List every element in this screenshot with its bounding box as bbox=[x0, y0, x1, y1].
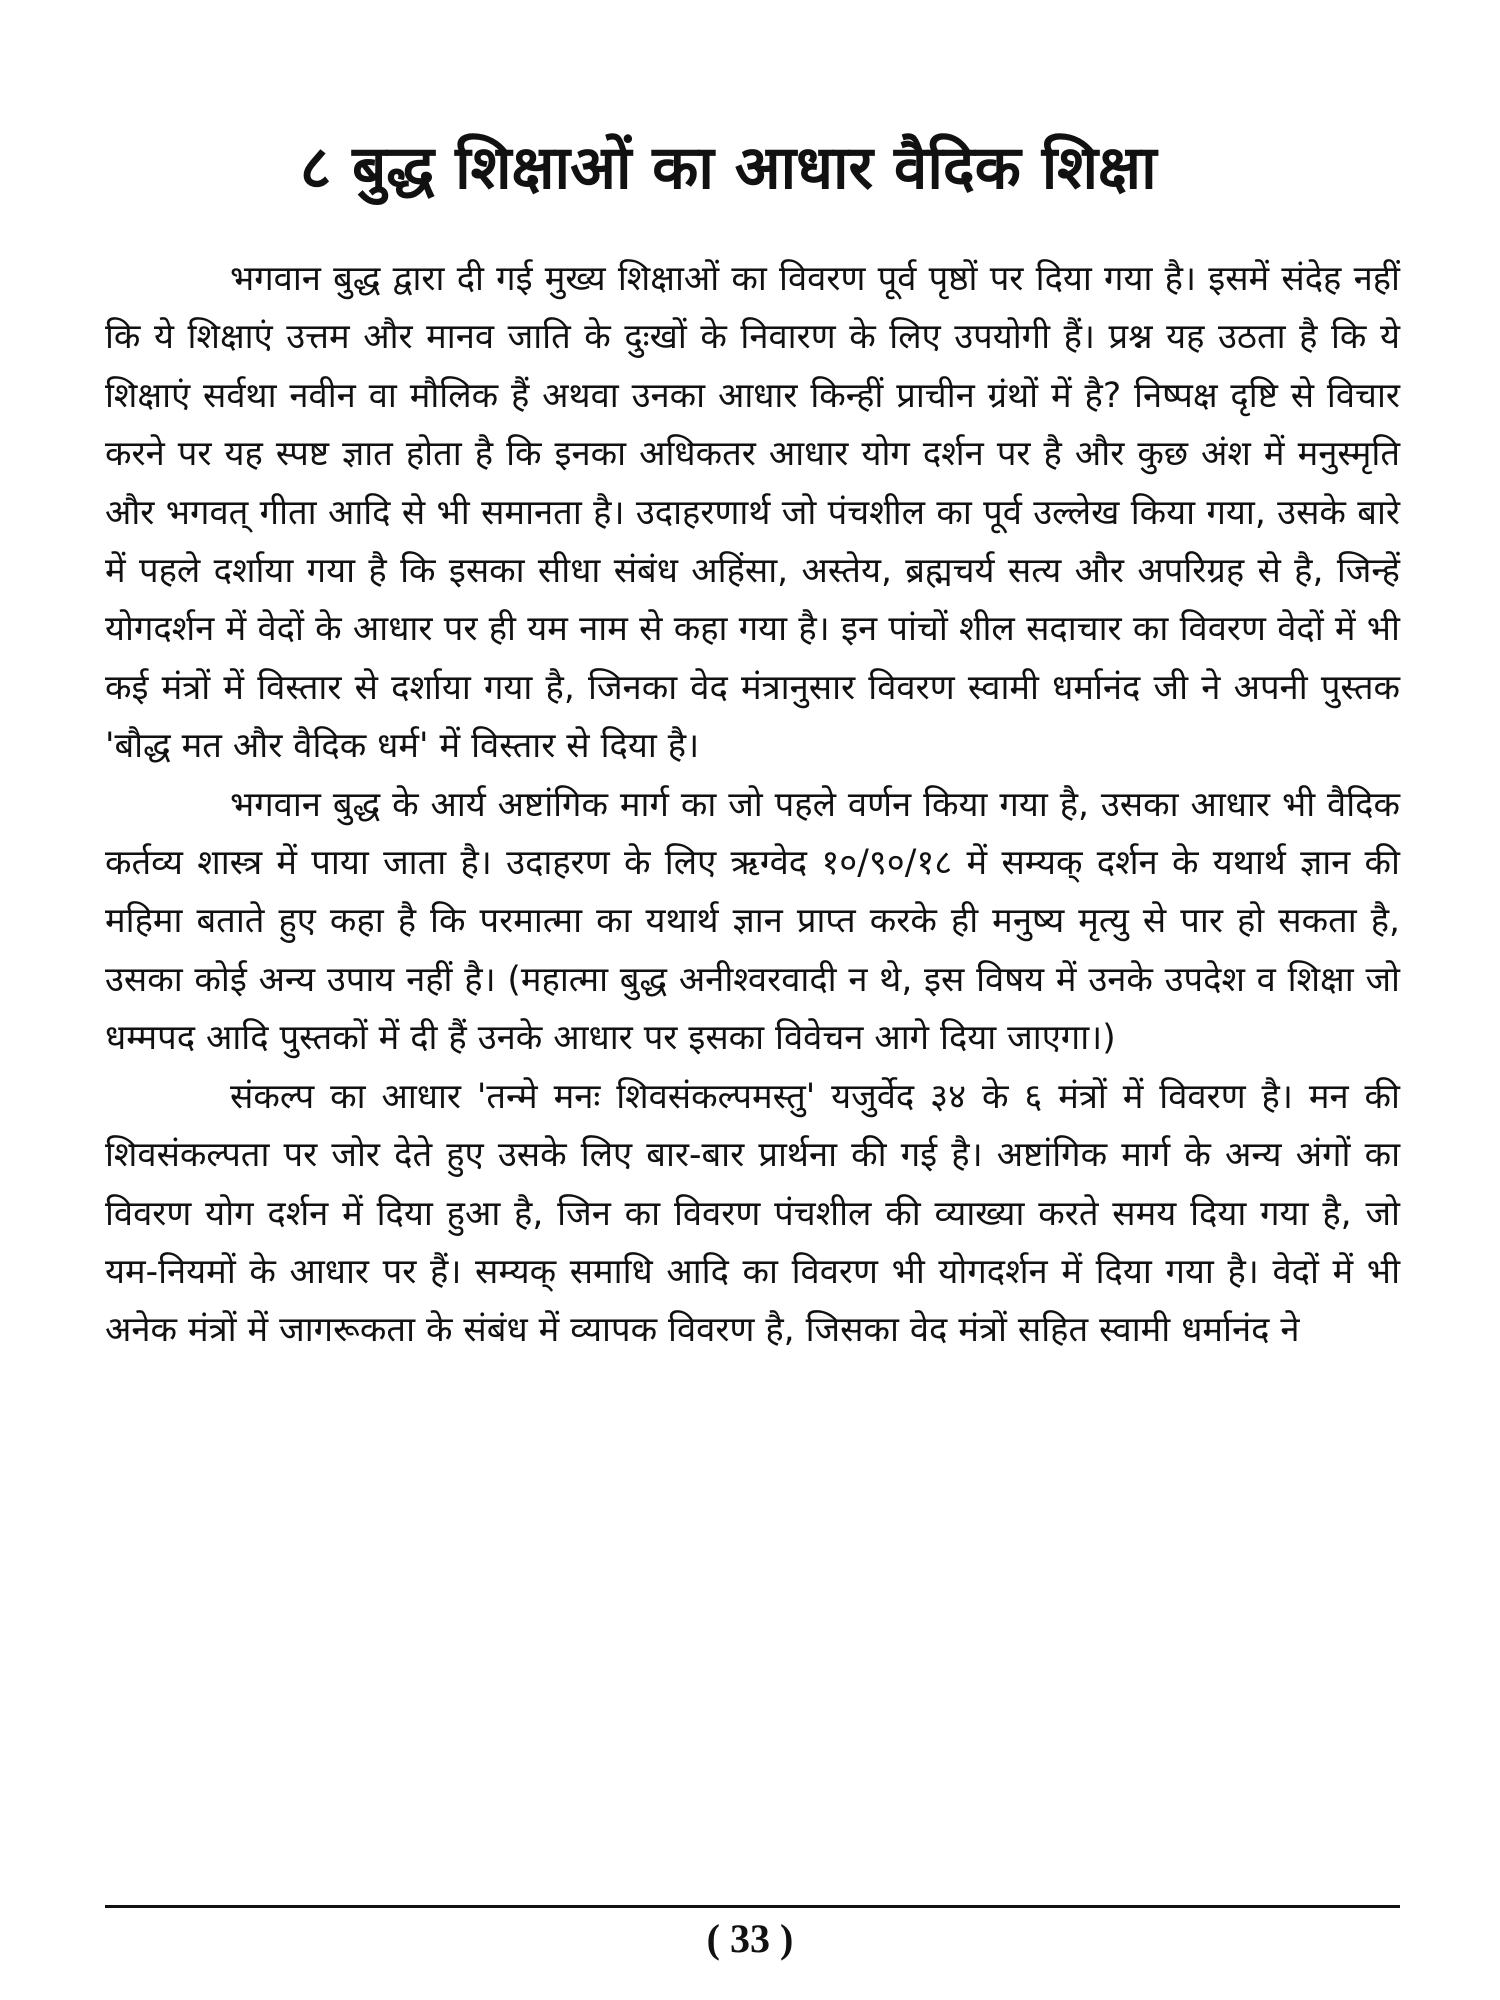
page-number: ( 33 ) bbox=[706, 1916, 794, 1961]
paragraph-3: संकल्प का आधार 'तन्मे मनः शिवसंकल्पमस्तु' यजुर्वेद ३४ के ६ मंत्रों में विवरण है। मन की शिवसंकल्पता पर जोर देते हुए उसके लिए बार-बार प्रार्थना की गई है। अष्टांगिक मार्ग के अन्य अंगों का विवरण योग दर्शन में दिया हुआ है, जिन का विवरण पंचशील की व्याख्या करते समय दिया गया है, जो यम-नियमों के आधार पर हैं। सम्यक् समाधि आदि का विवरण भी योगदर्शन में दिया गया है। वेदों में भी अनेक मंत्रों में जागरूकता के संबंध में व्यापक विवरण है, जिसका वेद मंत्रों सहित स्वामी धर्मानंद ने bbox=[105, 1076, 1400, 1351]
footer-rule bbox=[105, 1905, 1400, 1908]
page-body bbox=[105, 250, 1400, 1360]
chapter-heading: ८ बुद्ध शिक्षाओं का आधार वैदिक शिक्षा bbox=[300, 133, 1157, 203]
paragraph-2: भगवान बुद्ध के आर्य अष्टांगिक मार्ग का जो पहले वर्णन किया गया है, उसका आधार भी वैदिक कर्तव्य शास्त्र में पाया जाता है। उदाहरण के लिए ऋग्वेद १०/९०/१८ में सम्यक् दर्शन के यथार्थ ज्ञान की महिमा बताते हुए कहा है कि परमात्मा का यथार्थ ज्ञान प्राप्त करके ही मनुष्य मृत्यु से पार हो सकता है, उसका कोई अन्य उपाय नहीं है। (महात्मा बुद्ध अनीश्वरवादी न थे, इस विषय में उनके उपदेश व शिक्षा जो धम्मपद आदि पुस्तकों में दी हैं उनके आधार पर इसका विवेचन आगे दिया जाएगा।) bbox=[105, 784, 1400, 1059]
paragraph-1: भगवान बुद्ध द्वारा दी गई मुख्य शिक्षाओं का विवरण पूर्व पृष्ठों पर दिया गया है। इसमें संदेह नहीं कि ये शिक्षाएं उत्तम और मानव जाति के दुःखों के निवारण के लिए उपयोगी हैं। प्रश्न यह उठता है कि ये शिक्षाएं सर्वथा नवीन वा मौलिक हैं अथवा उनका आधार किन्हीं प्राचीन ग्रंथों में है? निष्पक्ष दृष्टि से विचार करने पर यह स्पष्ट ज्ञात होता है कि इनका अधिकतर आधार योग दर्शन पर है और कुछ अंश में मनुस्मृति और भगवत् गीता आदि से भी समानता है। उदाहरणार्थ जो पंचशील का पूर्व उल्लेख किया गया, उसके बारे में पहले दर्शाया गया है कि इसका सीधा संबंध अहिंसा, अस्तेय, ब्रह्मचर्य सत्य और अपरिग्रह से है, जिन्हें योगदर्शन में वेदों के आधार पर ही यम नाम से कहा गया है। इन पांचों शील सदाचार का विवरण वेदों में भी कई मंत्रों में विस्तार से दर्शाया गया है, जिनका वेद मंत्रानुसार विवरण स्वामी धर्मानंद जी ने अपनी पुस्तक 'बौद्ध मत और वैदिक धर्म' में विस्तार से दिया है। bbox=[105, 259, 1400, 767]
